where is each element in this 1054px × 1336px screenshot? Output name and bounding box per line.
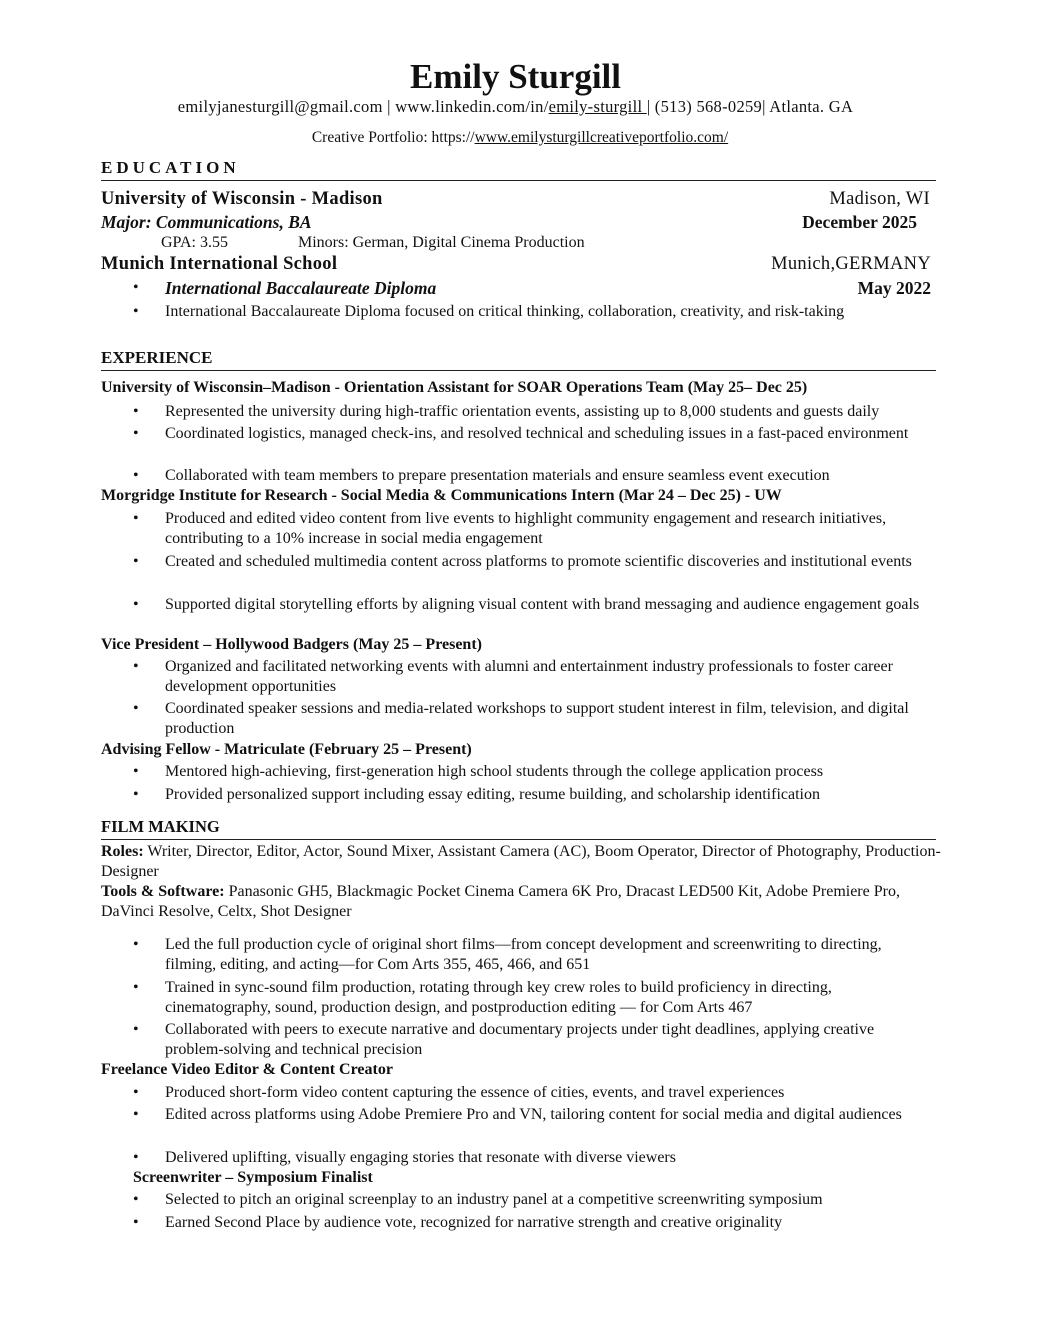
separator: | — [762, 97, 770, 116]
bullet: • — [133, 1214, 139, 1231]
job-bullet: Produced and edited video content from live events to highlight community engagement and research initiatives, contributing to a 10% increase in social media engagement — [165, 510, 887, 547]
bullet: • — [133, 658, 139, 675]
candidate-name: Emily Sturgill — [410, 57, 621, 96]
job-title: Vice President – Hollywood Badgers (May 25 – Present) — [101, 636, 482, 653]
uw-date: December 2025 — [802, 212, 917, 232]
film-rule — [101, 839, 936, 840]
location: Atlanta. GA — [769, 97, 854, 116]
munich-school: Munich International School — [101, 254, 338, 274]
roles-text: Writer, Director, Editor, Actor, Sound Mixer, Assistant Camera (AC), Boom Operator, Director of Photography, Production-Designer — [101, 843, 941, 880]
bullet: • — [133, 763, 139, 780]
job-bullet: Created and scheduled multimedia content across platforms to promote scientific discoveries and institutional events — [165, 553, 912, 570]
film-heading: FILM MAKING — [101, 817, 220, 836]
job-title: Advising Fellow - Matriculate (February 25 – Present) — [101, 741, 472, 758]
film-bullet: Collaborated with peers to execute narrative and documentary projects under tight deadlines, applying creative problem-solving and technical precision — [165, 1021, 875, 1058]
bullet: • — [133, 425, 139, 442]
separator: | — [382, 97, 396, 116]
tools-paragraph — [101, 882, 941, 922]
linkedin-prefix[interactable]: www.linkedin.com/in/ — [395, 97, 549, 116]
job-bullet: Collaborated with team members to prepare presentation materials and ensure seamless event execution — [165, 467, 830, 484]
uw-gpa: GPA: 3.55 — [161, 234, 228, 251]
freelance-bullet: Produced short-form video content capturing the essence of cities, events, and travel experiences — [165, 1084, 785, 1101]
munich-bullet: International Baccalaureate Diploma focused on critical thinking, collaboration, creativity, and risk-taking — [165, 303, 845, 320]
portfolio-label: Creative Portfolio: https:// — [311, 129, 475, 146]
bullet: • — [133, 596, 139, 613]
uw-school: University of Wisconsin - Madison — [101, 189, 383, 209]
tools-label: Tools & Software: — [101, 883, 225, 900]
experience-rule — [101, 370, 936, 371]
uw-minors: Minors: German, Digital Cinema Production — [298, 234, 585, 251]
education-heading: EDUCATION — [101, 158, 240, 177]
film-bullet: Led the full production cycle of original short films—from concept development and screenwriting to directing, filming, editing, and acting—for Com Arts 355, 465, 466, and 651 — [165, 936, 882, 973]
uw-location: Madison, WI — [829, 189, 930, 209]
job-title: Morgridge Institute for Research - Social Media & Communications Intern (Mar 24 – Dec 25) - UW — [101, 487, 782, 504]
bullet: • — [133, 1191, 139, 1208]
screenwriter-bullet: Earned Second Place by audience vote, recognized for narrative strength and creative originality — [165, 1214, 783, 1231]
job-bullet: Mentored high-achieving, first-generation high school students through the college application process — [165, 763, 824, 780]
bullet: • — [133, 403, 139, 420]
job-bullet: Provided personalized support including essay editing, resume building, and scholarship identification — [165, 786, 820, 803]
bullet: • — [133, 979, 139, 996]
munich-location: Munich,GERMANY — [771, 254, 931, 274]
job-bullet: Coordinated logistics, managed check-ins, and resolved technical and scheduling issues in a fast-paced environment — [165, 425, 909, 442]
bullet: • — [133, 1106, 139, 1123]
email[interactable]: emilyjanesturgill@gmail.com — [177, 97, 383, 116]
bullet: • — [133, 936, 139, 953]
munich-diploma: International Baccalaureate Diploma — [165, 278, 437, 298]
bullet: • — [133, 467, 139, 484]
job-title: University of Wisconsin–Madison - Orientation Assistant for SOAR Operations Team (May 25– Dec 25) — [101, 379, 808, 396]
bullet: • — [133, 786, 139, 803]
education-rule — [101, 180, 936, 181]
portfolio-link[interactable]: www.emilysturgillcreativeportfolio.com/ — [474, 129, 729, 146]
screenwriter-title: Screenwriter – Symposium Finalist — [133, 1169, 373, 1186]
film-bullet: Trained in sync-sound film production, rotating through key crew roles to build proficiency in directing, cinematography, sound, production design, and postproduction editing — for Com Arts 467 — [165, 979, 832, 1016]
job-bullet: Supported digital storytelling efforts by aligning visual content with brand messaging and audience engagement goals — [165, 596, 920, 613]
bullet: • — [133, 1084, 139, 1101]
bullet: • — [133, 553, 139, 570]
contact-line — [0, 97, 1031, 117]
bullet: • — [133, 1149, 139, 1166]
linkedin-handle[interactable]: emily-sturgill — [548, 97, 647, 116]
bullet: • — [133, 279, 139, 296]
screenwriter-bullet: Selected to pitch an original screenplay to an industry panel at a competitive screenwriting symposium — [165, 1191, 823, 1208]
munich-date: May 2022 — [857, 278, 931, 298]
job-bullet: Organized and facilitated networking events with alumni and entertainment industry professionals to foster career development opportunities — [165, 658, 893, 695]
freelance-title: Freelance Video Editor & Content Creator — [101, 1061, 393, 1078]
job-bullet: Coordinated speaker sessions and media-related workshops to support student interest in film, television, and digital production — [165, 700, 909, 737]
bullet: • — [133, 303, 139, 320]
job-bullet: Represented the university during high-traffic orientation events, assisting up to 8,000 students and guests daily — [165, 403, 880, 420]
freelance-bullet: Delivered uplifting, visually engaging stories that resonate with diverse viewers — [165, 1149, 676, 1166]
roles-paragraph — [101, 842, 941, 882]
phone: (513) 568-0259 — [654, 97, 763, 116]
experience-heading: EXPERIENCE — [101, 348, 213, 367]
bullet: • — [133, 700, 139, 717]
uw-major: Major: Communications, BA — [101, 212, 312, 232]
bullet: • — [133, 510, 139, 527]
portfolio-line — [0, 128, 1040, 148]
bullet: • — [133, 1021, 139, 1038]
tools-text: Panasonic GH5, Blackmagic Pocket Cinema Camera 6K Pro, Dracast LED500 Kit, Adobe Premiere Pro, DaVinci Resolve, Celtx, Shot Designer — [101, 883, 900, 920]
freelance-bullet: Edited across platforms using Adobe Premiere Pro and VN, tailoring content for social media and digital audiences — [165, 1106, 902, 1123]
separator: | — [646, 97, 655, 116]
roles-label: Roles: — [101, 843, 144, 860]
